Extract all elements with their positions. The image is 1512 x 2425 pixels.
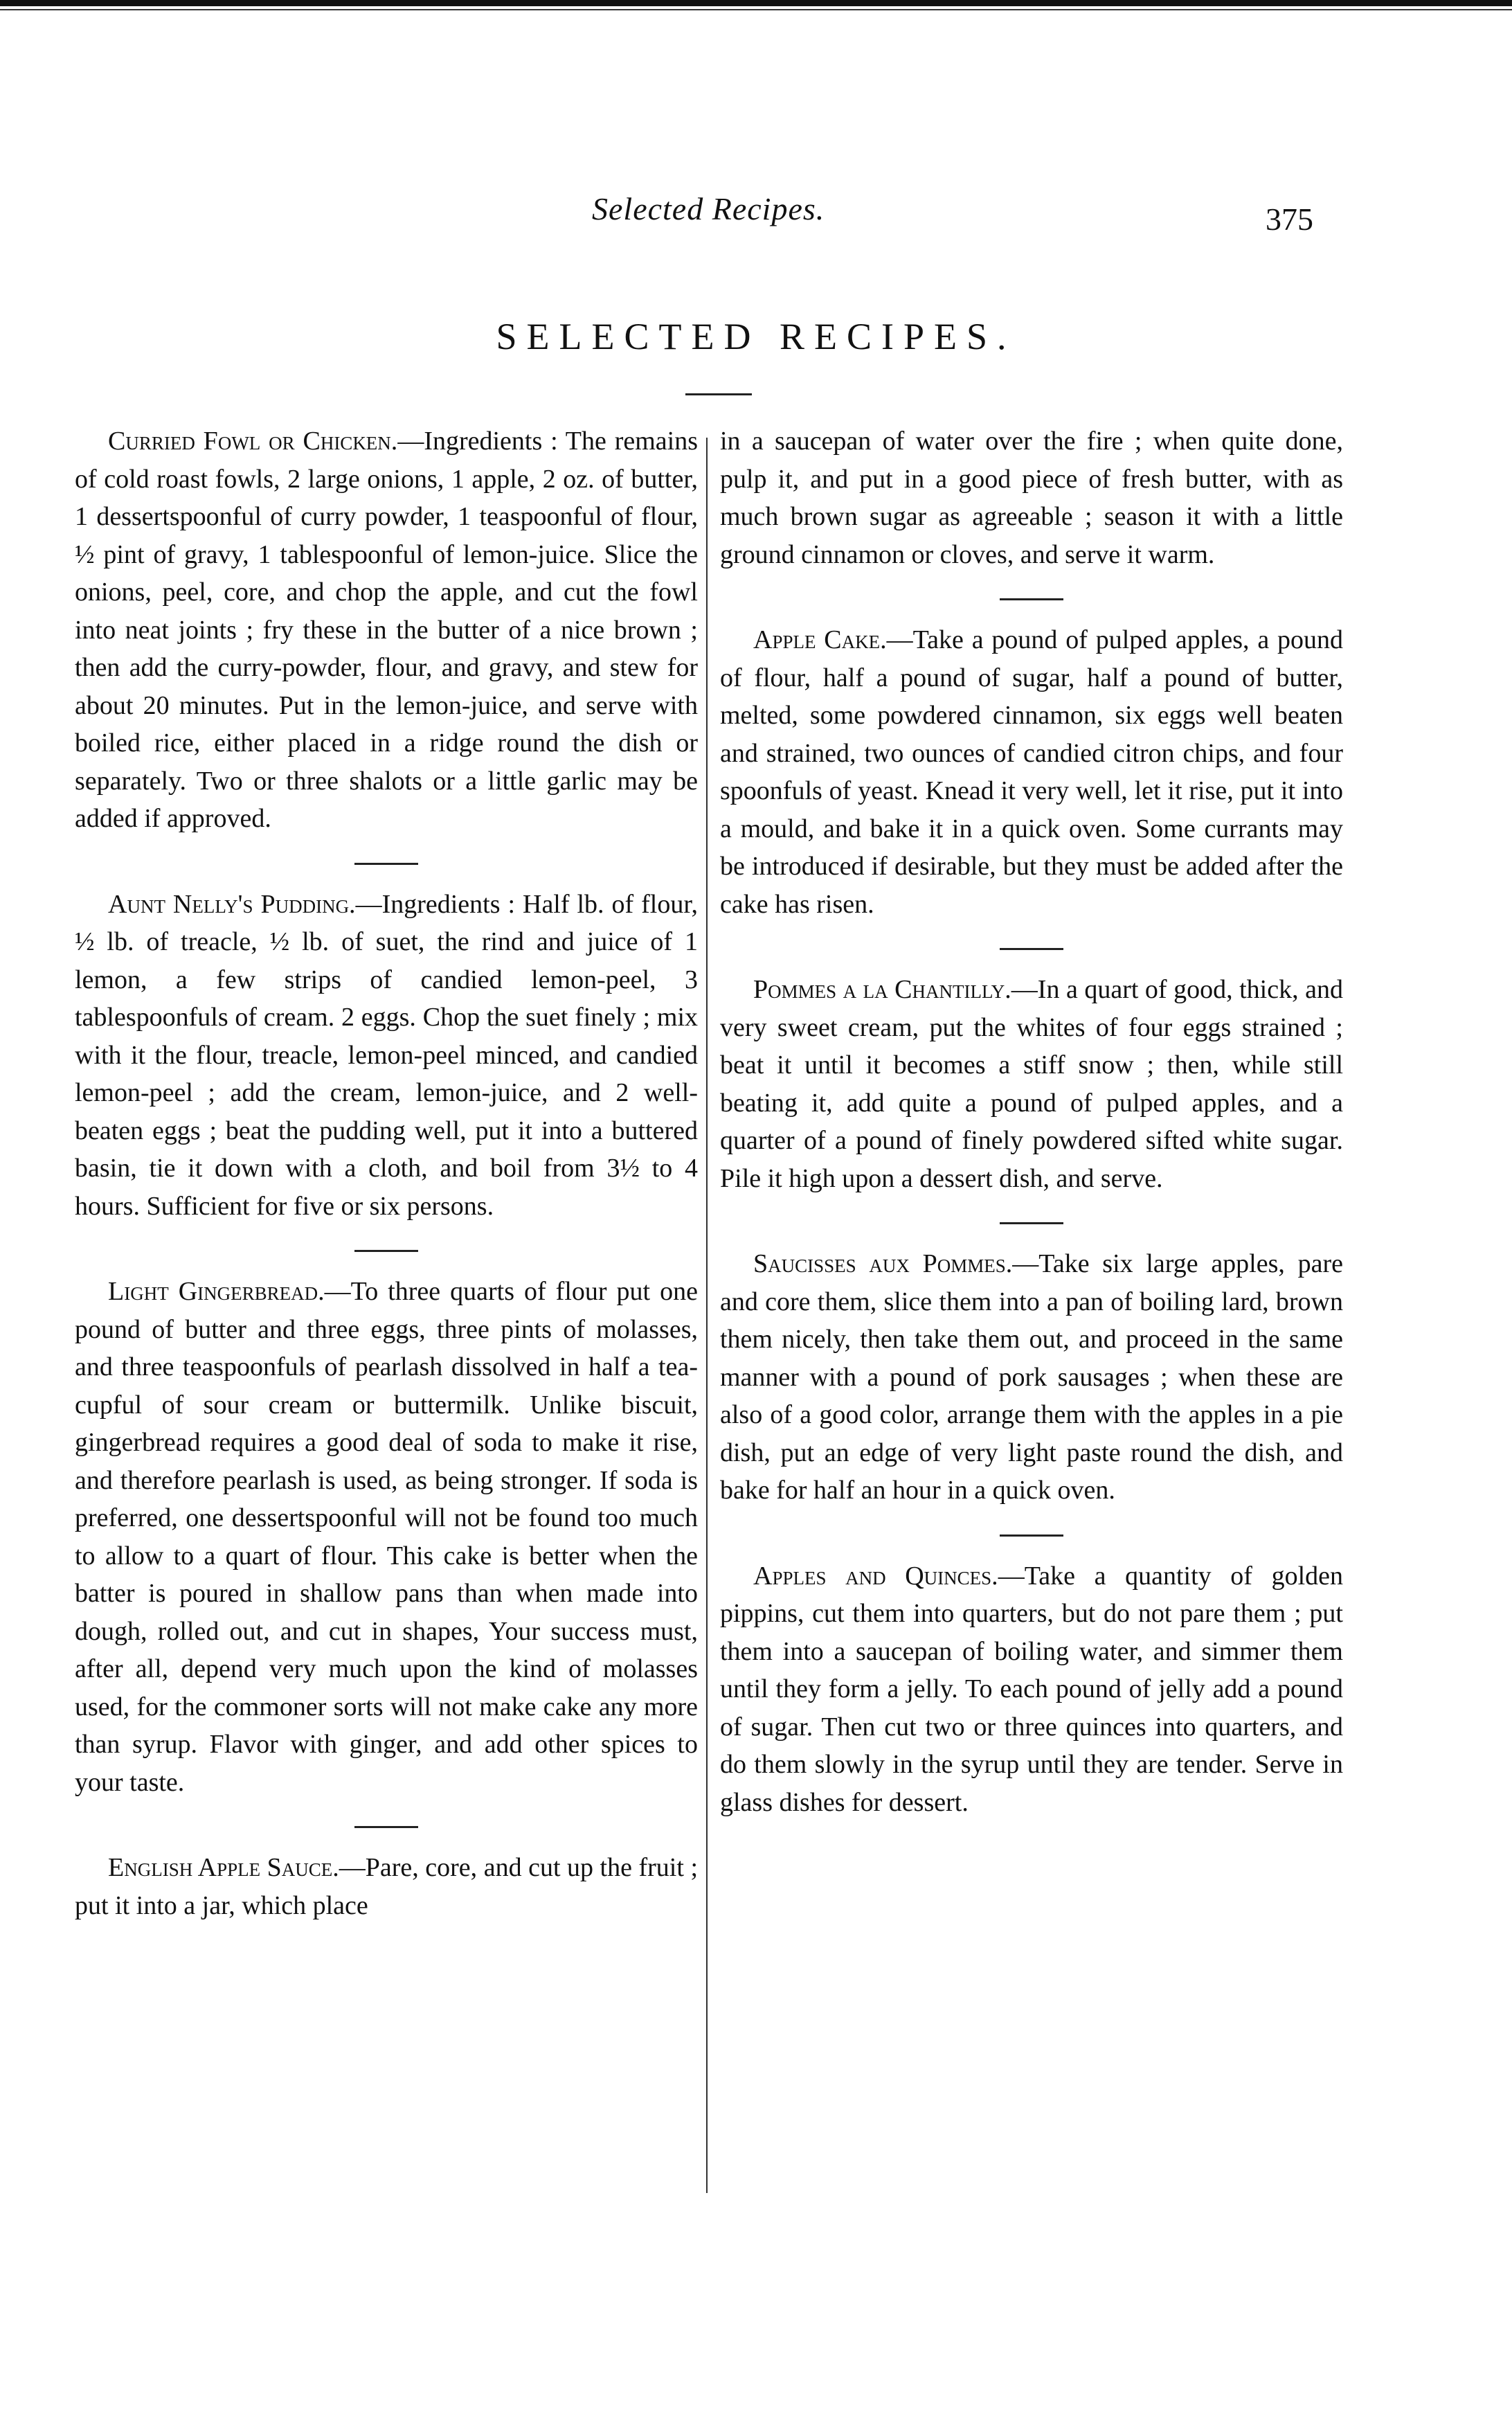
recipe-title: Saucisses aux Pommes. — [753, 1249, 1013, 1278]
recipe-separator — [354, 1826, 418, 1828]
recipe-separator — [1000, 1534, 1063, 1537]
recipe-apple-cake — [720, 621, 1343, 923]
recipe-separator — [354, 863, 418, 865]
recipe-text: —In a quart of good, thick, and very sweet cream, put the whites of four eggs strained ; beat it until it becomes a stiff snow ; then, while still beating it, add quite a pound of pulped apples, and a quarter of a pound of finely powdered sifted white sugar. Pile it high upon a dessert dish, and serve. — [720, 975, 1343, 1193]
recipe-paragraph — [720, 971, 1343, 1197]
recipe-paragraph — [720, 1245, 1343, 1510]
recipe-title: Apples and Quinces. — [753, 1561, 998, 1591]
recipe-title: Apple Cake. — [753, 625, 887, 654]
top-border-rule-thin — [0, 9, 1512, 10]
recipe-title: Light Gingerbread. — [108, 1277, 325, 1306]
recipe-text: —To three quarts of flour put one pound of butter and three eggs, three pints of molasses, and three teaspoonfuls of pearlash dissolved in half a tea-cupful of sour cream or buttermilk. Unlike biscuit, gingerbread requires a good deal of soda to make it rise, and therefore pearlash is used, as being stronger. If soda is preferred, one dessertspoonful will not be found too much to allow to a quart of flour. This cake is better when the batter is poured in shallow pans than when made into dough, rolled out, and cut in shapes, Your success must, after all, depend very much upon the kind of molasses used, for the commoner sorts will not make cake any more than syrup. Flavor with ginger, and add other spices to your taste. — [75, 1277, 698, 1797]
recipe-apples-and-quinces — [720, 1557, 1343, 1822]
recipe-text: —Ingredients : Half lb. of flour, ½ lb. of treacle, ½ lb. of suet, the rind and juice of 1 lemon, a few strips of candied lemon-peel, 3 tablespoonfuls of cream. 2 eggs. Chop the suet finely ; mix with it the flour, treacle, lemon-peel minced, and candied lemon-peel ; add the cream, lemon-juice, and 2 well-beaten eggs ; beat the pudding well, put it into a buttered basin, tie it down with a cloth, and boil from 3½ to 4 hours. Sufficient for five or six persons. — [75, 889, 698, 1221]
right-column — [720, 422, 1343, 1821]
left-column — [75, 422, 698, 1924]
recipe-english-apple-sauce-continued — [720, 422, 1343, 573]
recipe-separator — [1000, 948, 1063, 950]
recipe-title: Curried Fowl or Chicken. — [108, 427, 398, 456]
recipe-paragraph — [75, 1273, 698, 1801]
running-head: Selected Recipes. — [592, 191, 825, 226]
recipe-text: —Pare, core, and cut up the fruit ; put it into a jar, which place — [75, 1853, 698, 1920]
recipe-pommes-a-la-chantilly — [720, 971, 1343, 1197]
recipe-text: —Ingredients : The remains of cold roast fowls, 2 large onions, 1 apple, 2 oz. of butter, 1 dessertspoonful of curry powder, 1 teaspoonful of flour, ½ pint of gravy, 1 tablespoonful of lemon-juice. Slice the onions, peel, core, and chop the apple, and cut the fowl into neat joints ; fry these in the butter of a nice brown ; then add the curry-powder, flour, and gravy, and stew for about 20 minutes. Put in the lemon-juice, and serve with boiled rice, either placed in a ridge round the dish or separately. Two or three shalots or a little garlic may be added if approved. — [75, 427, 699, 833]
recipe-text: —Take a quantity of golden pippins, cut them into quarters, but do not pare them ; put them into a saucepan of boiling water, and simmer them until they form a jelly. To each pound of jelly add a pound of sugar. Then cut two or three quinces into quarters, and do them slowly in the syrup until they are tender. Serve in glass dishes for dessert. — [720, 1561, 1343, 1817]
recipe-paragraph — [75, 886, 698, 1226]
top-border-rule — [0, 0, 1512, 6]
recipe-separator — [1000, 1222, 1063, 1224]
recipe-light-gingerbread — [75, 1273, 698, 1801]
recipe-separator — [1000, 598, 1063, 600]
recipe-paragraph — [720, 621, 1343, 923]
recipe-paragraph — [75, 1849, 698, 1924]
recipe-title: English Apple Sauce. — [108, 1853, 339, 1882]
recipe-aunt-nellys-pudding — [75, 886, 698, 1226]
recipe-english-apple-sauce — [75, 1849, 698, 1924]
recipe-paragraph — [75, 422, 698, 838]
recipe-separator — [354, 1250, 418, 1252]
title-rule — [685, 393, 752, 395]
recipe-title: Pommes a la Chantilly. — [753, 975, 1011, 1004]
page-number: 375 — [1266, 202, 1313, 237]
recipe-text: —Take a pound of pulped apples, a pound of flour, half a pound of sugar, half a pound of butter, melted, some powdered cinnamon, six eggs well beaten and strained, two ounces of candied citron chips, and four spoonfuls of yeast. Knead it very well, let it rise, put it into a mould, and bake it in a quick oven. Some currants may be introduced if desirable, but they must be added after the cake has risen. — [720, 625, 1344, 919]
page-title: SELECTED RECIPES. — [496, 316, 1016, 357]
recipe-paragraph-continued: in a saucepan of water over the fire ; when quite done, pulp it, and put in a good piece of fresh butter, with as much brown sugar as agreeable ; season it with a little ground cinnamon or cloves, and serve it warm. — [720, 427, 1343, 569]
column-divider — [706, 438, 708, 2193]
recipe-paragraph — [720, 1557, 1343, 1822]
recipe-title: Aunt Nelly's Pudding. — [108, 889, 356, 919]
recipe-saucisses-aux-pommes — [720, 1245, 1343, 1510]
recipe-curried-fowl — [75, 422, 698, 838]
recipe-text: —Take six large apples, pare and core them, slice them into a pan of boiling lard, brown them nicely, then take them out, and proceed in the same manner with a pound of pork sausages ; when these are also of a good color, arrange them with the apples in a pie dish, put an edge of very light paste round the dish, and bake for half an hour in a quick oven. — [720, 1249, 1343, 1505]
